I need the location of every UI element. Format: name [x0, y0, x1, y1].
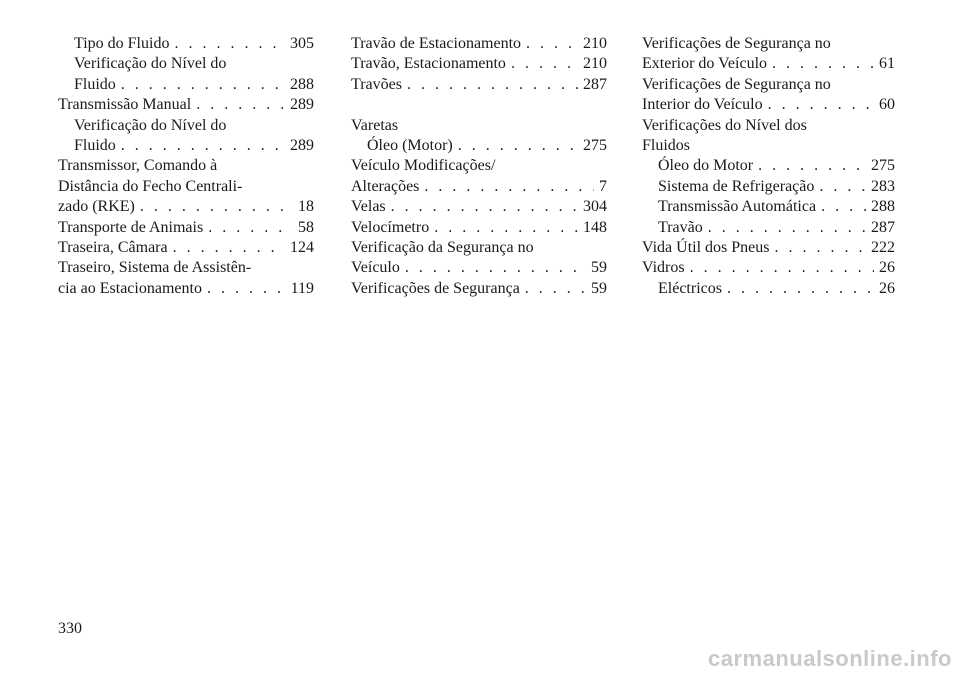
index-entry-label: Eléctricos [658, 279, 722, 297]
index-entry [58, 75, 314, 95]
index-entry-label: Vida Útil dos Pneus [642, 238, 770, 256]
index-entry [642, 258, 895, 278]
dot-leader [774, 238, 866, 258]
index-entry-page: 59 [591, 279, 607, 297]
index-heading: Verificações de Segurança no [642, 75, 831, 93]
index-heading: Distância do Fecho Centrali- [58, 177, 243, 195]
index-entry-page: 275 [871, 157, 895, 175]
index-column-3 [642, 34, 895, 299]
index-entry-page: 210 [583, 35, 607, 52]
index-heading: Traseiro, Sistema de Assistên- [58, 259, 252, 277]
index-entry-label: Travão [658, 218, 703, 236]
index-entry [351, 34, 607, 54]
index-entry-label: Velas [351, 198, 386, 216]
index-column-2 [351, 34, 607, 299]
index-entry-page: 287 [583, 75, 607, 93]
dot-leader [405, 258, 586, 278]
index-entry-label: Sistema de Refrigeração [658, 177, 815, 195]
dot-leader [708, 218, 866, 238]
index-heading: Varetas [351, 116, 399, 134]
index-entry [58, 95, 314, 115]
index-entry [642, 156, 895, 176]
index-entry-label: Transporte de Animais [58, 218, 204, 236]
index-entry-page: 289 [290, 136, 314, 154]
index-entry-label: Óleo do Motor [658, 157, 754, 175]
index-heading: Transmissor, Comando à [58, 157, 218, 175]
index-entry [642, 218, 895, 238]
index-entry-label: Transmissão Automática [658, 198, 817, 216]
index-entry [642, 197, 895, 217]
index-entry-page: 304 [583, 198, 607, 216]
index-entry-label: Vidros [642, 259, 685, 277]
index-entry [642, 54, 895, 74]
index-entry-page: 283 [871, 177, 895, 195]
index-entry [58, 197, 314, 217]
index-entry-page: 305 [290, 35, 314, 52]
index-entry-page: 275 [583, 136, 607, 154]
page-number: 330 [58, 620, 82, 637]
index-entry-label: Veículo [351, 259, 400, 277]
index-entry [351, 177, 607, 197]
dot-leader [121, 75, 285, 95]
index-heading: Verificação do Nível do [74, 55, 227, 73]
index-entry [351, 258, 607, 278]
index-entry-label: Verificações de Segurança [351, 279, 520, 297]
dot-leader [690, 258, 874, 278]
index-heading: Fluidos [642, 136, 691, 154]
index-entry [58, 279, 314, 299]
dot-leader [174, 34, 285, 54]
index-entry [351, 279, 607, 299]
dot-leader [819, 177, 866, 197]
dot-leader [772, 54, 874, 74]
dot-leader [208, 218, 293, 238]
index-entry-label: Alterações [351, 177, 420, 195]
index-entry-label: Interior do Veículo [642, 96, 763, 114]
index-entry-label: zado (RKE) [58, 198, 135, 216]
index-entry [642, 279, 895, 299]
dot-leader [768, 95, 874, 115]
index-entry-label: cia ao Estacionamento [58, 279, 202, 297]
index-heading: Verificação da Segurança no [351, 238, 534, 256]
dot-leader [207, 279, 286, 299]
dot-leader [526, 34, 578, 54]
index-heading: Verificação do Nível do [74, 116, 227, 134]
index-entry-page: 26 [879, 259, 895, 277]
index-entry [351, 218, 607, 238]
index-entry-label: Traseira, Câmara [58, 238, 168, 256]
index-entry-page: 287 [871, 218, 895, 236]
index-entry-page: 18 [298, 198, 314, 216]
index-entry [58, 218, 314, 238]
dot-leader [140, 197, 293, 217]
index-heading: Verificações do Nível dos [642, 116, 807, 134]
index-entry-label: Transmissão Manual [58, 96, 192, 114]
index-entry-page: 7 [599, 177, 607, 195]
dot-leader [727, 279, 874, 299]
index-heading: Verificações de Segurança no [642, 35, 831, 52]
dot-leader [391, 197, 578, 217]
index-entry-label: Tipo do Fluido [74, 35, 170, 52]
dot-leader [821, 197, 866, 217]
index-entry-page: 119 [290, 279, 314, 297]
index-column-1 [58, 34, 314, 299]
index-entry-label: Travões [351, 75, 402, 93]
index-entry-page: 58 [298, 218, 314, 236]
index-entry-page: 288 [871, 198, 895, 216]
index-entry [351, 136, 607, 156]
index-entry [642, 177, 895, 197]
dot-leader [173, 238, 285, 258]
index-entry-page: 222 [871, 238, 895, 256]
dot-leader [458, 136, 578, 156]
index-entry-page: 26 [879, 279, 895, 297]
index-entry-page: 59 [591, 259, 607, 277]
index-entry [351, 75, 607, 95]
index-entry [58, 238, 314, 258]
index-entry-label: Travão de Estacionamento [351, 35, 522, 52]
index-entry-label: Travão, Estacionamento [351, 55, 506, 73]
index-entry-label: Fluido [74, 75, 116, 93]
index-entry-label: Velocímetro [351, 218, 430, 236]
dot-leader [407, 75, 578, 95]
index-entry-page: 289 [290, 96, 314, 114]
index-entry-page: 148 [583, 218, 607, 236]
dot-leader [511, 54, 578, 74]
dot-leader [121, 136, 285, 156]
index-entry [58, 136, 314, 156]
index-entry-page: 288 [290, 75, 314, 93]
dot-leader [196, 95, 285, 115]
index-entry [642, 95, 895, 115]
dot-leader [424, 177, 594, 197]
index-spacer [351, 95, 607, 115]
index-entry [351, 197, 607, 217]
index-entry [642, 238, 895, 258]
dot-leader [434, 218, 578, 238]
index-entry [58, 34, 314, 54]
watermark: carmanualsonline.info [708, 646, 952, 671]
dot-leader [525, 279, 586, 299]
index-entry-page: 60 [879, 96, 895, 114]
index-entry-page: 210 [583, 55, 607, 73]
index-entry-page: 61 [879, 55, 895, 73]
index-entry-label: Fluido [74, 136, 116, 154]
index-entry-label: Exterior do Veículo [642, 55, 768, 73]
index-heading: Veículo Modificações/ [351, 157, 496, 175]
index-entry-label: Óleo (Motor) [367, 136, 453, 154]
index-entry [351, 54, 607, 74]
dot-leader [758, 156, 866, 176]
index-entry-page: 124 [290, 238, 314, 256]
